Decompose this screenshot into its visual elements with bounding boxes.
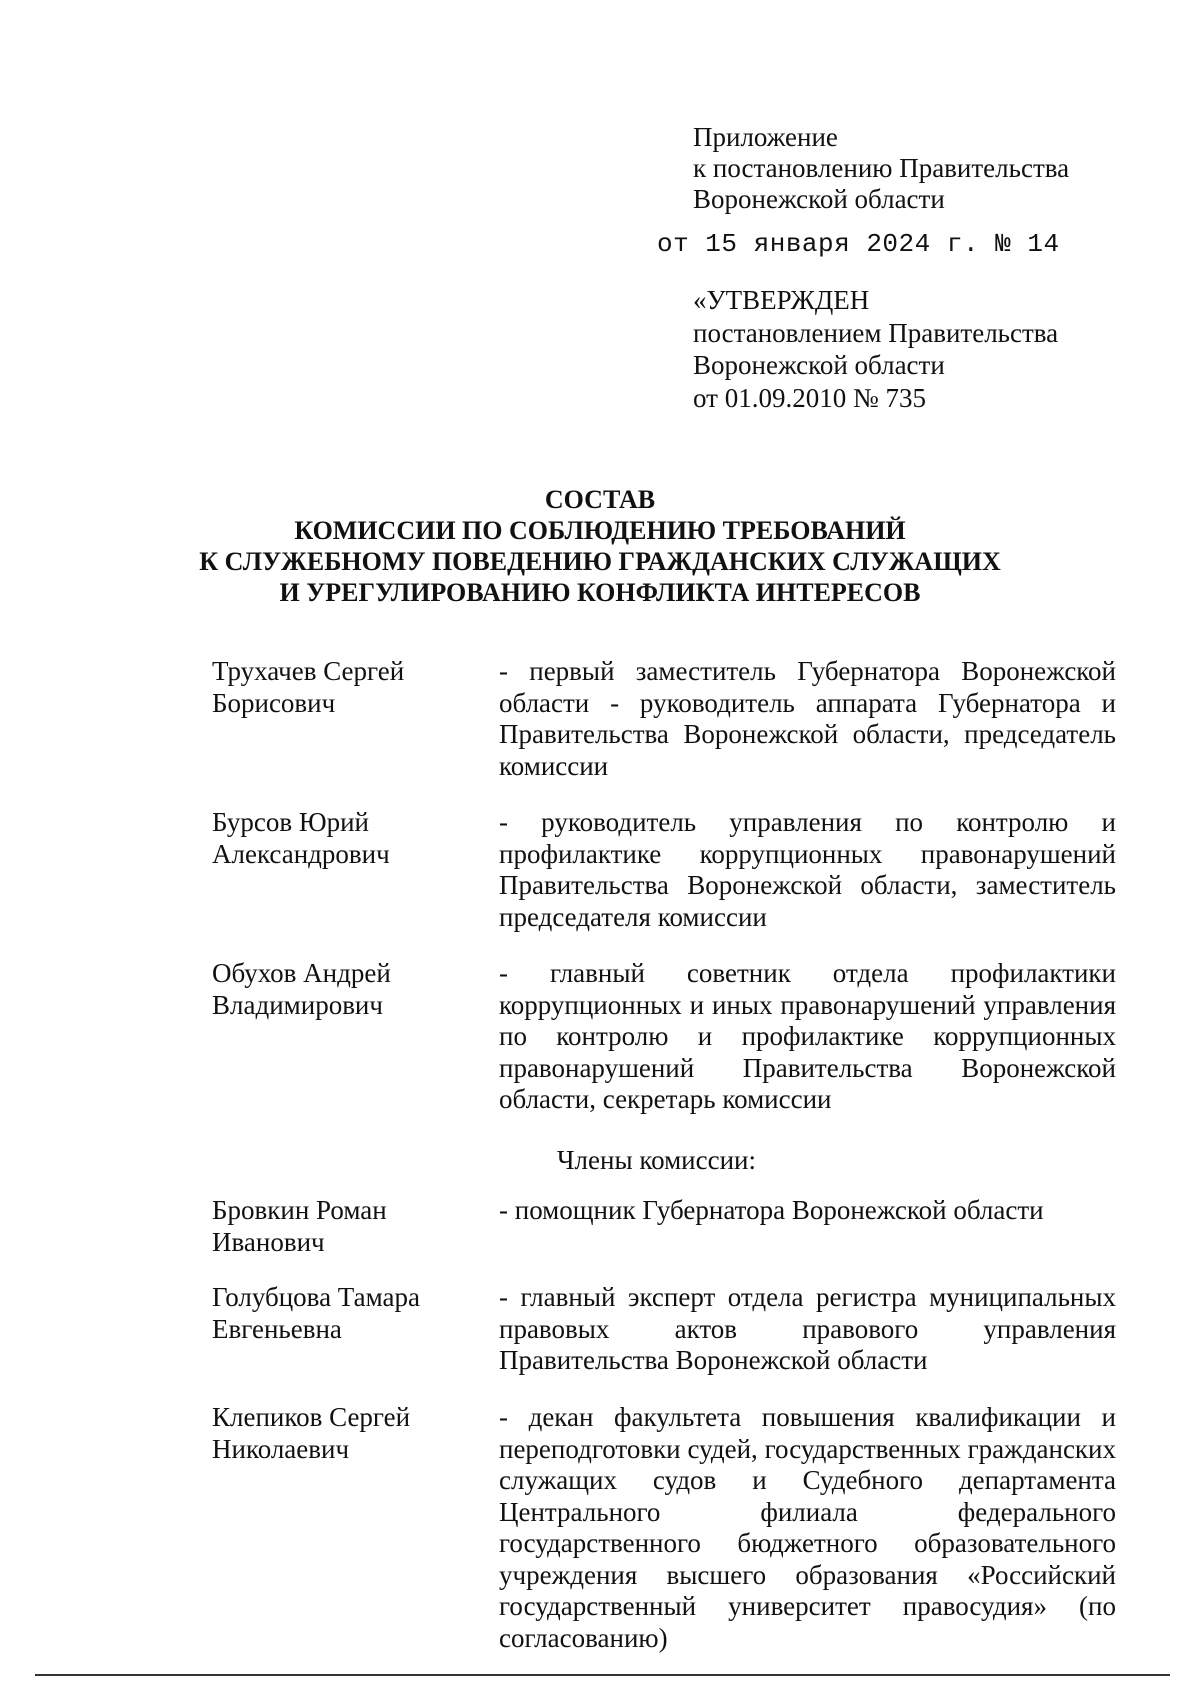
- member-patronymic: Иванович: [212, 1226, 325, 1257]
- member-role: - первый заместитель Губернатора Воронежской области - руководитель аппарата Губернатора и Правительства Воронежской области, председатель комиссии: [499, 656, 1116, 781]
- member-patronymic: Николаевич: [212, 1433, 350, 1464]
- member-patronymic: Владимирович: [212, 989, 383, 1020]
- approved-line: от 01.09.2010 № 735: [693, 382, 926, 413]
- approved-line: «УТВЕРЖДЕН: [693, 285, 870, 315]
- appendix-line: к постановлению Правительства: [693, 153, 1070, 183]
- document-title: [0, 484, 1200, 608]
- appendix-line: Приложение: [693, 122, 838, 152]
- member-surname-first: Обухов Андрей: [212, 958, 391, 988]
- member-name: [212, 807, 472, 870]
- member-name: [212, 1195, 472, 1258]
- title-line: КОМИССИИ ПО СОБЛЮДЕНИЮ ТРЕБОВАНИЙ: [294, 516, 906, 545]
- title-line: СОСТАВ: [544, 485, 656, 514]
- member-surname-first: Клепиков Сергей: [212, 1402, 411, 1432]
- member-name: [212, 1282, 472, 1345]
- appendix-line: Воронежской области: [693, 184, 945, 214]
- approved-line: Воронежской области: [693, 350, 945, 380]
- member-name: [212, 958, 472, 1021]
- member-role: - главный советник отдела профилактики коррупционных и иных правонарушений управления по контролю и профилактике коррупционных правонарушений Правительства Воронежской области, секретарь комиссии: [499, 958, 1116, 1114]
- member-name: [212, 1402, 472, 1465]
- member-surname-first: Голубцова Тамара: [212, 1282, 420, 1312]
- member-role: - декан факультета повышения квалификации и переподготовки судей, государственных гражданских служащих судов и Судебного департамента Центрального филиала федерального государственного бюджетного образовательного учреждения высшего образования «Российский государственный университет правосудия» (по согласованию): [499, 1402, 1116, 1653]
- member-surname-first: Бурсов Юрий: [212, 807, 369, 837]
- footer-divider: [35, 1674, 1170, 1676]
- decree-date-number: от 15 января 2024 г. № 14: [657, 229, 1060, 259]
- member-patronymic: Александрович: [212, 838, 390, 869]
- member-name: [212, 656, 472, 719]
- member-patronymic: Борисович: [212, 687, 336, 718]
- member-surname-first: Бровкин Роман: [212, 1195, 387, 1225]
- member-role: - главный эксперт отдела регистра муниципальных правовых актов правового управления Правительства Воронежской области: [499, 1282, 1116, 1375]
- approved-line: постановлением Правительства: [693, 317, 1059, 348]
- approved-block: [693, 284, 1058, 414]
- member-role: - помощник Губернатора Воронежской области: [499, 1195, 1044, 1225]
- appendix-header: [693, 122, 1069, 215]
- title-line: И УРЕГУЛИРОВАНИЮ КОНФЛИКТА ИНТЕРЕСОВ: [279, 578, 921, 607]
- member-patronymic: Евгеньевна: [212, 1313, 342, 1344]
- members-heading: Члены комиссии:: [557, 1145, 756, 1175]
- member-surname-first: Трухачев Сергей: [212, 656, 405, 686]
- title-line: К СЛУЖЕБНОМУ ПОВЕДЕНИЮ ГРАЖДАНСКИХ СЛУЖАЩИХ: [199, 547, 1001, 576]
- member-role: - руководитель управления по контролю и профилактике коррупционных правонарушений Правительства Воронежской области, заместитель председателя комиссии: [499, 807, 1116, 932]
